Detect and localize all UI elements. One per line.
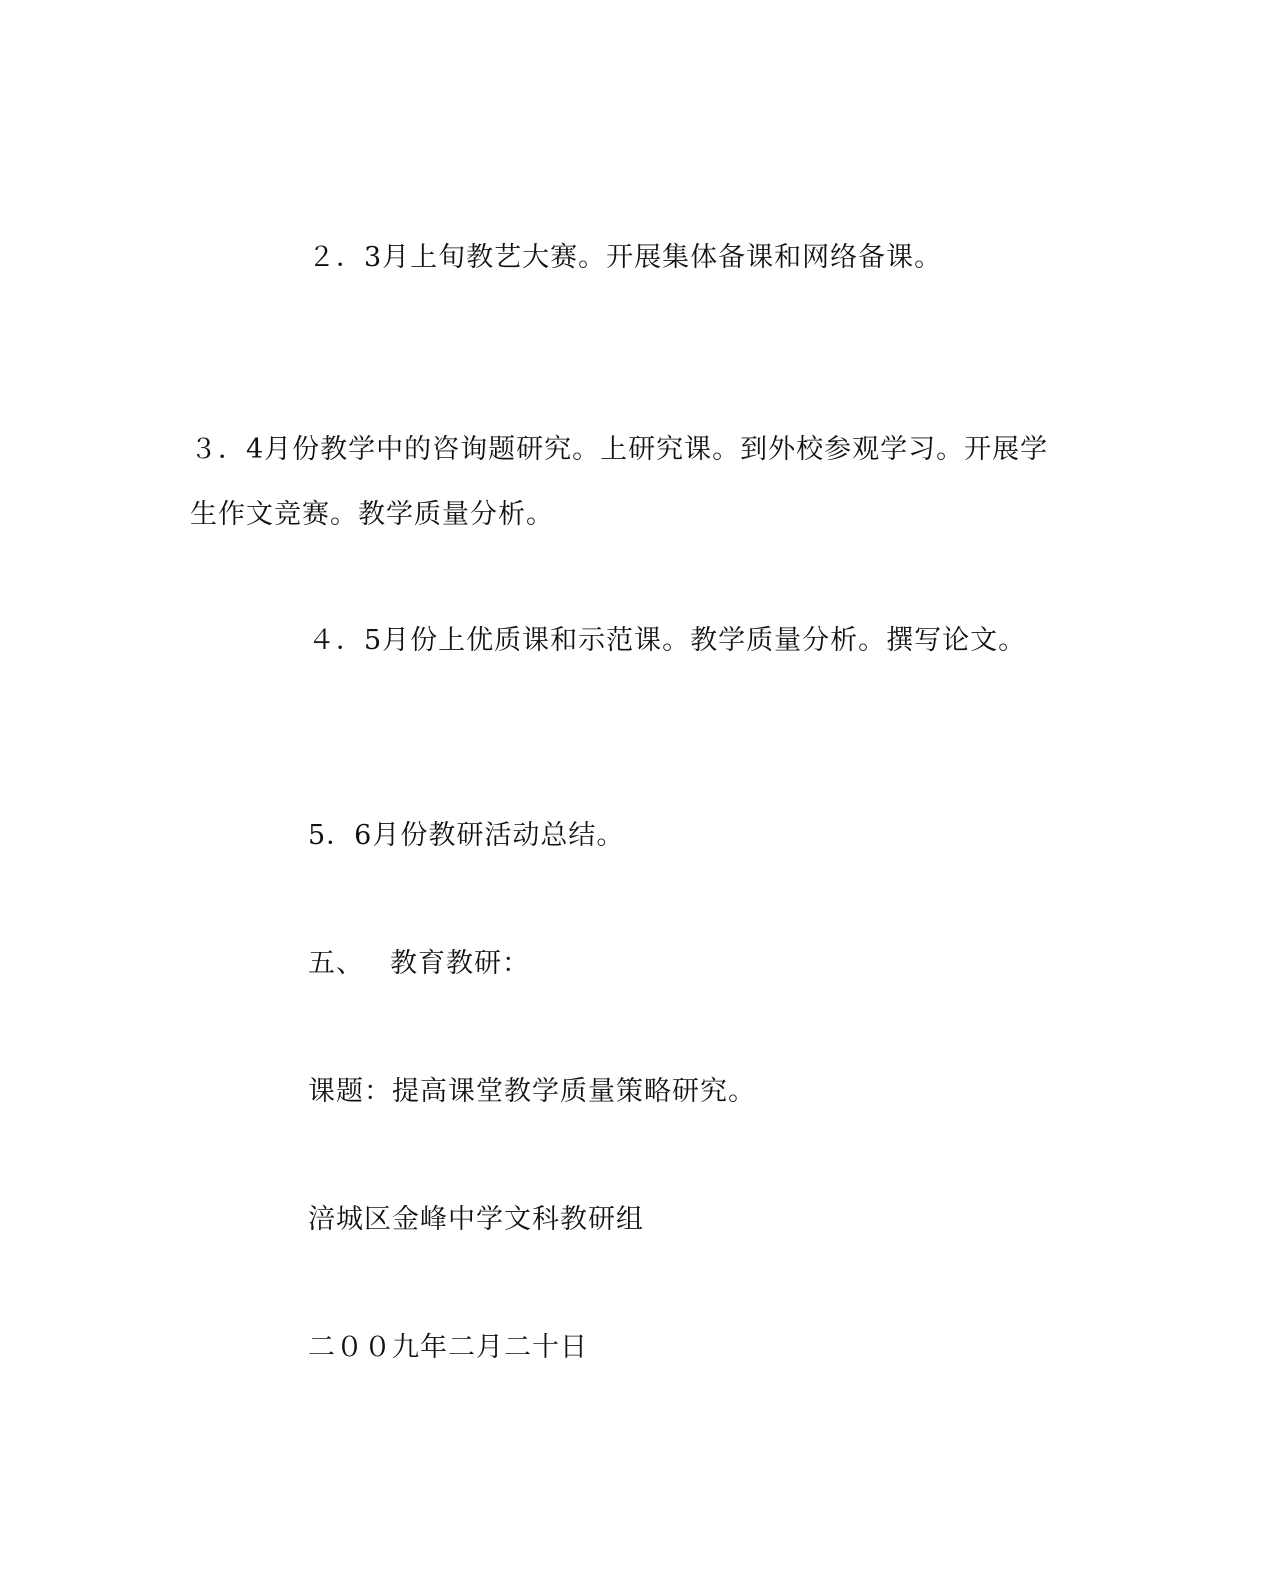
- document-date: 二００九年二月二十日: [308, 1332, 588, 1363]
- section-heading: [308, 950, 530, 977]
- section-title: 教育教研：: [390, 948, 530, 979]
- research-topic: 课题：提高课堂教学质量策略研究。: [308, 1076, 756, 1107]
- plan-item-4: ４．5月份上优质课和示范课。教学质量分析。撰写论文。: [308, 625, 1027, 656]
- plan-item-2: ２．3月上旬教艺大赛。开展集体备课和网络备课。: [308, 242, 943, 273]
- plan-item-3-line-1: ３．4月份教学中的咨询题研究。上研究课。到外校参观学习。开展学: [190, 434, 1049, 465]
- plan-item-3-line-2: 生作文竞赛。教学质量分析。: [190, 499, 554, 530]
- plan-item-5: 5．6月份教研活动总结。: [308, 820, 625, 851]
- section-number: 五、: [308, 948, 364, 979]
- organization-signature: 涪城区金峰中学文科教研组: [308, 1204, 644, 1235]
